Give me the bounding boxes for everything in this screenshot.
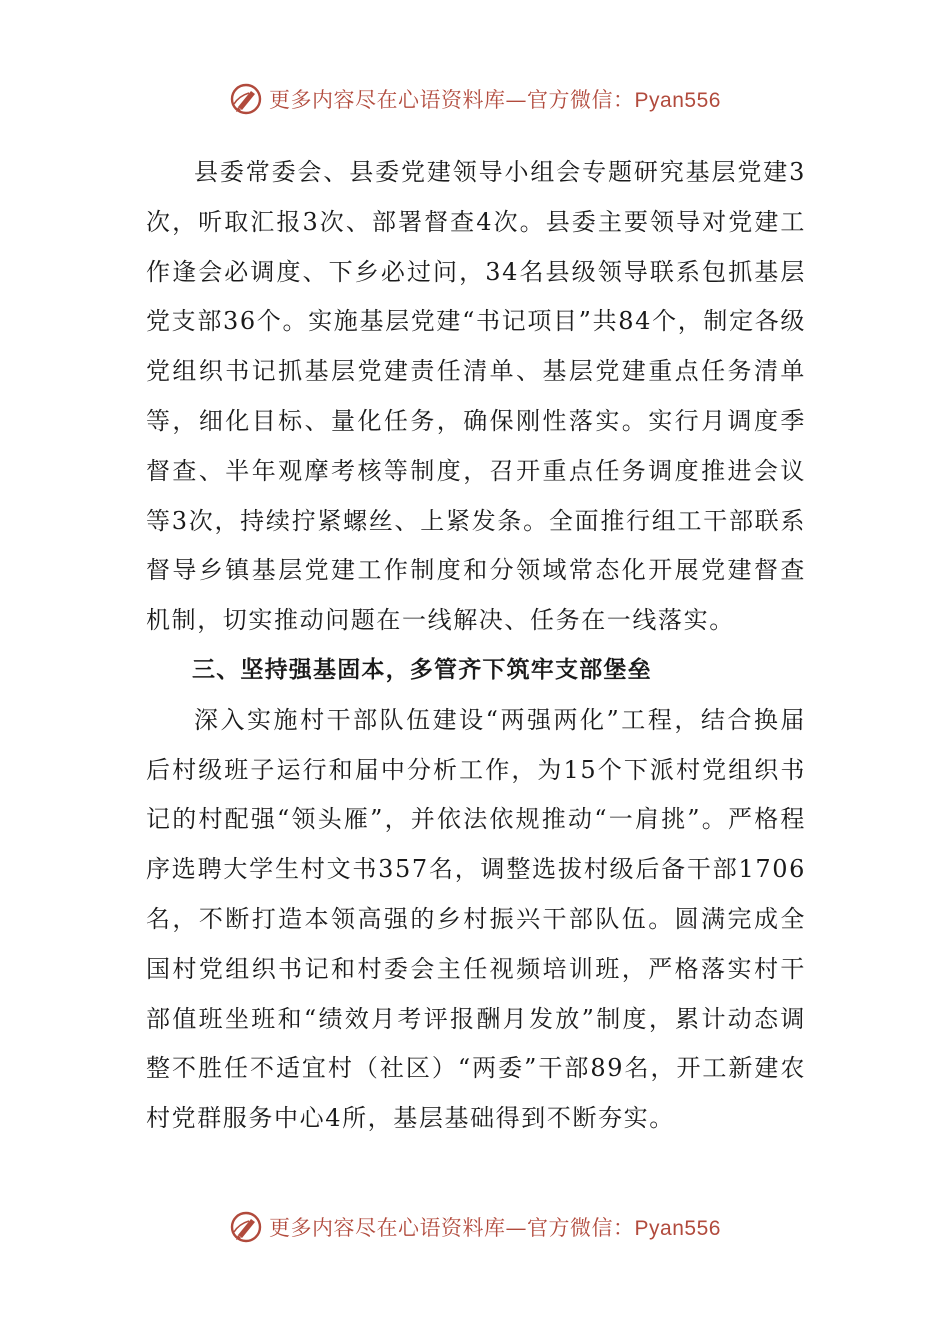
section-heading-3: 三、坚持强基固本，多管齐下筑牢支部堡垒 bbox=[192, 656, 652, 683]
pen-logo-icon bbox=[229, 1210, 263, 1244]
banner-text: 更多内容尽在心语资料库—官方微信：Pyan556 bbox=[269, 88, 721, 112]
footer-banner bbox=[0, 1210, 950, 1244]
header-banner bbox=[0, 82, 950, 116]
paragraph-1: 县委常委会、县委党建领导小组会专题研究基层党建3次，听取汇报3次、部署督查4次。县委主要领导对党建工作逢会必调度、下乡必过问，34名县级领导联系包抓基层党支部36个。实施基层党建“书记项目”共84个，制定各级党组织书记抓基层党建责任清单、基层党建重点任务清单等，细化目标、量化任务，确保刚性落实。实行月调度季督查、半年观摩考核等制度，召开重点任务调度推进会议等3次，持续拧紧螺丝、上紧发条。全面推行组工干部联系督导乡镇基层党建工作制度和分领域常态化开展党建督查机制，切实推动问题在一线解决、任务在一线落实。 bbox=[146, 158, 806, 635]
banner-text: 更多内容尽在心语资料库—官方微信：Pyan556 bbox=[269, 1216, 721, 1240]
paragraph-2: 深入实施村干部队伍建设“两强两化”工程，结合换届后村级班子运行和届中分析工作，为15个下派村党组织书记的村配强“领头雁”，并依法依规推动“一肩挑”。严格程序选聘大学生村文书357名，调整选拔村级后备干部1706名，不断打造本领高强的乡村振兴干部队伍。圆满完成全国村党组织书记和村委会主任视频培训班，严格落实村干部值班坐班和“绩效月考评报酬月发放”制度，累计动态调整不胜任不适宜村（社区）“两委”干部89名，开工新建农村党群服务中心4所，基层基础得到不断夯实。 bbox=[146, 705, 806, 1133]
pen-logo-icon bbox=[229, 82, 263, 116]
document-body bbox=[146, 148, 806, 1144]
wechat-id: Pyan556 bbox=[634, 89, 721, 112]
wechat-id: Pyan556 bbox=[634, 1217, 721, 1240]
